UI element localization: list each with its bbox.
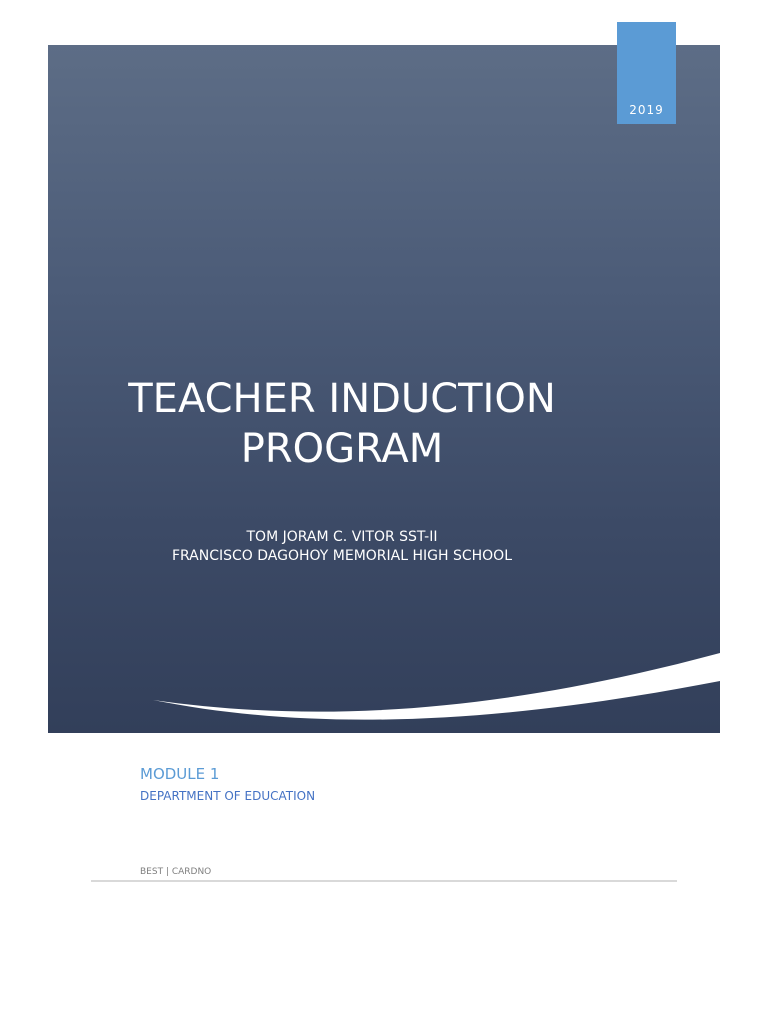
document-title bbox=[48, 374, 636, 474]
school-name: FRANCISCO DAGOHOY MEMORIAL HIGH SCHOOL bbox=[171, 548, 513, 564]
module-label: MODULE 1 bbox=[140, 765, 220, 783]
year-tab bbox=[617, 22, 676, 124]
footer-text: BEST | CARDNO bbox=[140, 867, 212, 877]
author-name: TOM JORAM C. VITOR SST-II bbox=[246, 529, 438, 545]
department-label: DEPARTMENT OF EDUCATION bbox=[140, 789, 316, 803]
year-label: 2019 bbox=[629, 103, 664, 117]
title-line-1: TEACHER INDUCTION bbox=[128, 376, 556, 422]
title-line-2: PROGRAM bbox=[240, 426, 444, 472]
footer-divider bbox=[91, 880, 677, 882]
